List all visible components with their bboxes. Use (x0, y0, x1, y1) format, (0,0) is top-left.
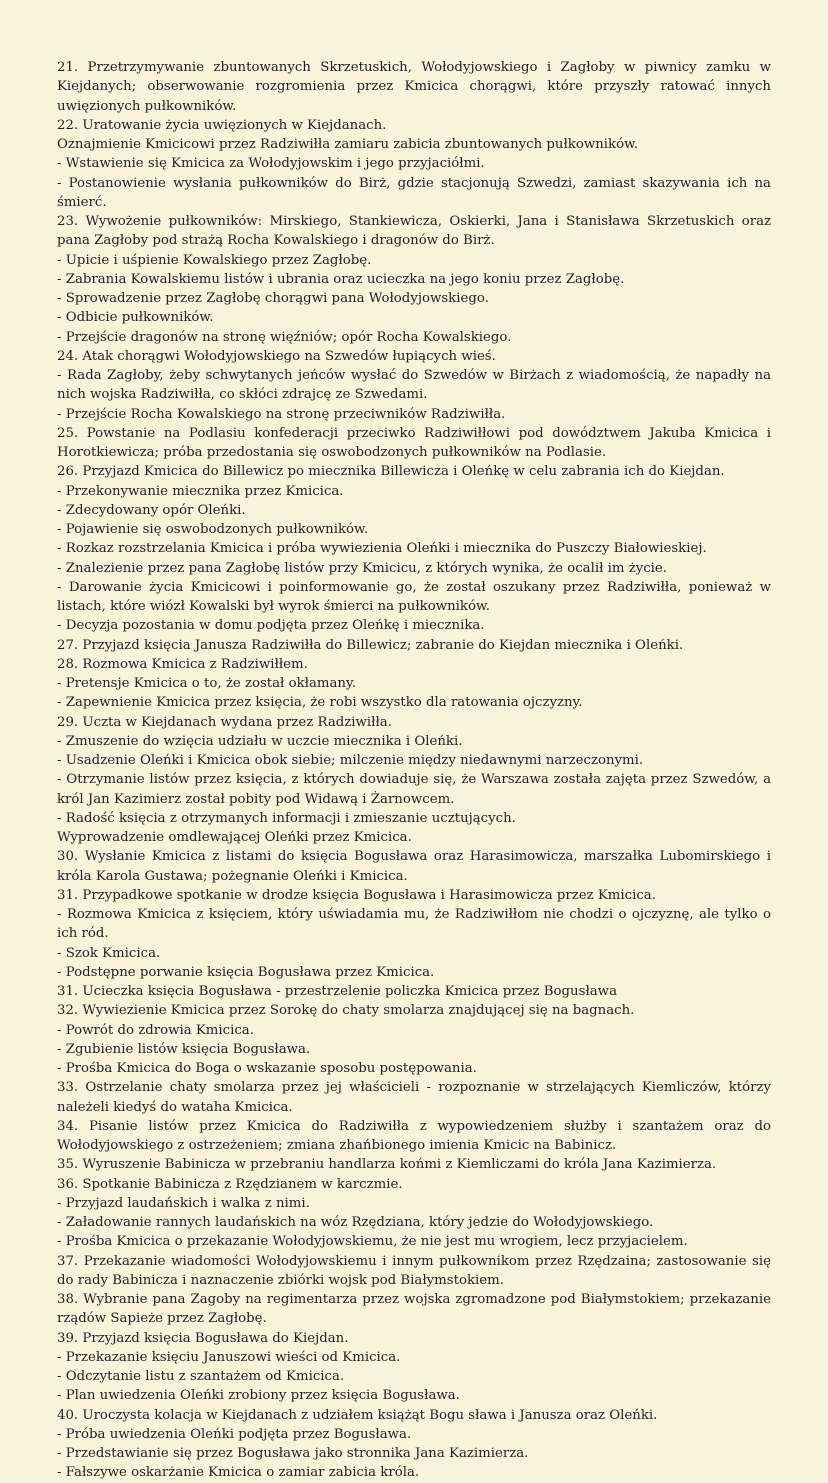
text-line: 34. Pisanie listów przez Kmicica do Radziwiłła z wypowiedzeniem służby i szantażem oraz do Wołodyjowskiego z ostrzeżeniem; zmiana zhańbionego imienia Kmicic na Babinicz. (57, 1118, 771, 1153)
text-line: - Odbicie pułkowników. (57, 310, 214, 326)
text-line: 36. Spotkanie Babinicza z Rzędzianem w karczmie. (57, 1176, 403, 1192)
text-line: 39. Przyjazd księcia Bogusława do Kiejdan. (57, 1330, 349, 1346)
text-line: - Rozmowa Kmicica z księciem, który uświadamia mu, że Radziwiłłom nie chodzi o ojczyznę, ale tylko o ich ród. (57, 907, 771, 942)
text-line: - Sprowadzenie przez Zagłobę chorągwi pana Wołodyjowskiego. (57, 291, 489, 306)
text-line: - Decyzja pozostania w domu podjęta przez Oleńkę i miecznika. (57, 618, 485, 634)
text-line: 23. Wywożenie pułkowników: Mirskiego, Stankiewicza, Oskierki, Jana i Stanisława Skrzetuskich oraz pana Zagłoby pod strażą Rocha Kowalskiego i dragonów do Birż. (57, 214, 771, 249)
text-line: - Przejście Rocha Kowalskiego na stronę przeciwników Radziwiłła. (57, 406, 506, 422)
text-line: - Przyjazd laudańskich i walka z nimi. (57, 1195, 310, 1211)
text-line: - Przedstawianie się przez Bogusława jako stronnika Jana Kazimierza. (57, 1446, 529, 1461)
text-line: - Zmuszenie do wzięcia udziału w uczcie miecznika i Oleńki. (57, 733, 463, 749)
text-line: - Pretensje Kmicica o to, że został okłamany. (57, 676, 356, 691)
text-line: - Otrzymanie listów przez księcia, z których dowiaduje się, że Warszawa została zajęta przez Szwedów, a król Jan Kazimierz został pobity pod Widawą i Żarnowcem. (57, 772, 771, 807)
text-line: 40. Uroczysta kolacja w Kiejdanach z udziałem książąt Bogu sława i Janusza oraz Oleńki. (57, 1407, 658, 1423)
text-line: Wyprowadzenie omdlewającej Oleńki przez Kmicica. (57, 830, 412, 845)
text-line: - Plan uwiedzenia Oleńki zrobiony przez księcia Bogusława. (57, 1388, 460, 1404)
text-line: - Próba uwiedzenia Oleńki podjęta przez Bogusława. (57, 1426, 412, 1442)
text-line: 35. Wyruszenie Babinicza w przebraniu handlarza końmi z Kiemliczami do króla Jana Kazimierza. (57, 1157, 717, 1173)
text-line: - Radość księcia z otrzymanych informacji i zmieszanie ucztujących. (57, 810, 516, 826)
text-line: 29. Uczta w Kiejdanach wydana przez Radziwiłła. (57, 714, 392, 730)
text-line: - Upicie i uśpienie Kowalskiego przez Zagłobę. (57, 252, 372, 268)
text-line: - Prośba Kmicica o przekazanie Wołodyjowskiemu, że nie jest mu wrogiem, lecz przyjacielem. (57, 1234, 688, 1250)
text-line: - Rozkaz rozstrzelania Kmicica i próba wywiezienia Oleńki i miecznika do Puszczy Białowieskiej. (57, 541, 707, 557)
text-line: 38. Wybranie pana Zagoby na regimentarza przez wojska zgromadzone pod Białymstokiem; przekazanie rządów Sapieże przez Zagłobę. (57, 1292, 771, 1327)
text-line: - Przekonywanie miecznika przez Kmicica. (57, 483, 344, 499)
text-line: - Rada Zagłoby, żeby schwytanych jeńców wysłać do Szwedów w Birżach z wiadomością, że napadły na nich wojska Radziwiłła, co skłóci zdrajcę ze Szwedami. (57, 368, 771, 403)
text-line: 26. Przyjazd Kmicica do Billewicz po miecznika Billewicza i Oleńkę w celu zabrania ich do Kiejdan. (57, 464, 725, 480)
text-line: 31. Przypadkowe spotkanie w drodze księcia Bogusława i Harasimowicza przez Kmicica. (57, 887, 656, 903)
text-line: - Zabrania Kowalskiemu listów i ubrania oraz ucieczka na jego koniu przez Zagłobę. (57, 271, 625, 287)
text-line: - Postanowienie wysłania pułkowników do Birż, gdzie stacjonują Szwedzi, zamiast skazywania ich na śmierć. (57, 175, 771, 210)
text-line: - Przejście dragonów na stronę więźniów; opór Rocha Kowalskiego. (57, 329, 512, 345)
text-line: Oznajmienie Kmicicowi przez Radziwiłła zamiaru zabicia zbuntowanych pułkowników. (57, 137, 639, 152)
text-line: 32. Wywiezienie Kmicica przez Sorokę do chaty smolarza znajdującej się na bagnach. (57, 1003, 635, 1019)
text-line: - Darowanie życia Kmicicowi i poinformowanie go, że został oszukany przez Radziwiłła, ponieważ w listach, które wiózł Kowalski był wyrok śmierci na pułkowników. (57, 579, 771, 614)
text-line: 27. Przyjazd księcia Janusza Radziwiłła do Billewicz; zabranie do Kiejdan miecznika i Oleńki. (57, 637, 684, 653)
text-line: 21. Przetrzymywanie zbuntowanych Skrzetuskich, Wołodyjowskiego i Zagłoby w piwnicy zamku w Kiejdanych; obserwowanie rozgromienia przez Kmicica chorągwi, które przyszły ratować innych uwięzionych pułkowników. (57, 60, 771, 114)
text-line: 24. Atak chorągwi Wołodyjowskiego na Szwedów łupiących wieś. (57, 348, 496, 364)
document-body (57, 58, 771, 1483)
text-line: 28. Rozmowa Kmicica z Radziwiłłem. (57, 656, 308, 672)
text-line: - Szok Kmicica. (57, 945, 161, 961)
text-line: - Powrót do zdrowia Kmicica. (57, 1022, 254, 1038)
text-line: - Zdecydowany opór Oleńki. (57, 502, 246, 518)
text-line: 31. Ucieczka księcia Bogusława - przestrzelenie policzka Kmicica przez Bogusława (57, 984, 617, 999)
text-line: - Przekazanie księciu Januszowi wieści od Kmicica. (57, 1349, 401, 1365)
text-line: - Załadowanie rannych laudańskich na wóz Rzędziana, który jedzie do Wołodyjowskiego. (57, 1215, 654, 1230)
text-line: 22. Uratowanie życia uwięzionych w Kiejdanach. (57, 117, 387, 133)
text-line: - Usadzenie Oleńki i Kmicica obok siebie; milczenie między niedawnymi narzeczonymi. (57, 753, 644, 768)
text-line: 33. Ostrzelanie chaty smolarza przez jej właścicieli - rozpoznanie w strzelających Kiemliczów, którzy należeli kiedyś do wataha Kmicica. (57, 1080, 771, 1115)
text-line: 37. Przekazanie wiadomości Wołodyjowskiemu i innym pułkownikom przez Rzędzaina; zastosowanie się do rady Babinicza i naznaczenie zbiórki wojsk pod Białymstokiem. (57, 1253, 771, 1288)
text-line: - Prośba Kmicica do Boga o wskazanie sposobu postępowania. (57, 1061, 477, 1076)
text-line: 25. Powstanie na Podlasiu konfederacji przeciwko Radziwiłłowi pod dowództwem Jakuba Kmicica i Horotkiewicza; próba przedostania się oswobodzonych pułkowników na Podlasie. (57, 425, 771, 460)
text-line: 30. Wysłanie Kmicica z listami do księcia Bogusława oraz Harasimowicza, marszałka Lubomirskiego i króla Karola Gustawa; pożegnanie Oleńki i Kmicica. (57, 849, 771, 884)
text-line: - Zgubienie listów księcia Bogusława. (57, 1041, 311, 1057)
text-line: - Pojawienie się oswobodzonych pułkowników. (57, 522, 369, 537)
text-line: - Znalezienie przez pana Zagłobę listów przy Kmicicu, z których wynika, że ocalił im życie. (57, 560, 668, 576)
text-line: - Odczytanie listu z szantażem od Kmicica. (57, 1369, 345, 1384)
text-line: - Zapewnienie Kmicica przez księcia, że robi wszystko dla ratowania ojczyzny. (57, 695, 583, 711)
text-line: - Podstępne porwanie księcia Bogusława przez Kmicica. (57, 964, 435, 980)
text-line: - Fałszywe oskarżanie Kmicica o zamiar zabicia króla. (57, 1465, 420, 1481)
text-line: - Wstawienie się Kmicica za Wołodyjowskim i jego przyjaciółmi. (57, 156, 485, 172)
